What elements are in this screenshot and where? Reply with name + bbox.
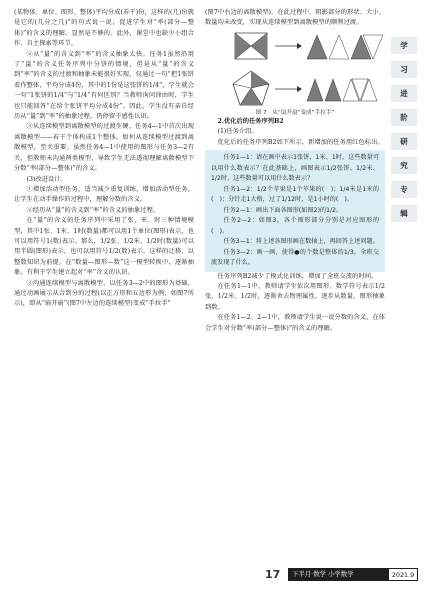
- section-sidebar: [391, 37, 417, 222]
- sidebar-tab: 阶: [391, 109, 417, 126]
- sidebar-tab: 辑: [391, 205, 417, 222]
- task-item: 任务2—1：画出下面各图形(如图2)的1/2。: [223, 206, 343, 214]
- sidebar-tab: 专: [391, 181, 417, 198]
- paragraph: (图7中右边的离散模型)。在此过程中，阴影部分的形状、大小、数量均未改变，实现从连续模型到离散模型的顺利过渡。: [205, 9, 385, 27]
- right-column: [205, 8, 385, 334]
- paragraph: ②经历从“量”的含义到“率”的含义的抽象过程。: [26, 206, 160, 214]
- issue-date: 2021.9: [388, 568, 418, 581]
- task-item: 任务3—1：将上述各图形画在数轴上，再回答上述问题。: [223, 238, 379, 246]
- section-heading: 2.优化后的任务序列B2: [217, 117, 284, 125]
- journal-name: 下半月·数学 小学数学: [288, 568, 388, 581]
- paragraph: ③沟通连续模型与离散模型，以任务3—2中的图形为基础，通过动画展示从合到分的过程(以正方形和五边形为例，如图7所示)，即从“扇开扇”(图7中左边的连续模型)变成“手拉手”: [14, 279, 194, 308]
- sidebar-tab: 习: [391, 61, 417, 78]
- arrow-icon: [275, 86, 302, 92]
- task-item: 任务1—2：1/2个苹果是1个苹果的( )；1/4米是1米的( )；分针走1大格，过了1/12时，是1小时的( )。: [211, 185, 379, 204]
- page-footer: [0, 566, 427, 584]
- sidebar-tab: 进: [391, 85, 417, 102]
- square-fan-shape: [235, 33, 267, 59]
- figure-7: [205, 31, 385, 117]
- paragraph: (某物体、单位、图形、整体)平均分成(若干)份，这样的(几)份就是它的(几分之几)”的句式说一说，促进学生对“率(部分—整体)”的含义的理解。显然是不够的。此外，课堂中也缺少小组合作、自主探索等环节。: [14, 9, 194, 48]
- triangle-row-shape: [307, 79, 377, 101]
- paragraph: 优化后的任务序列B2如下所示，新增加的任务用红色标出。: [217, 138, 384, 146]
- paragraph: ①增加活动型任务，适当减少重复训练，增加活动型任务，让学生在动手操作的过程中，理解分数的含义。: [14, 185, 194, 204]
- figure-caption: 图 7 从“扇开扇”变成“手拉手”: [255, 109, 335, 116]
- paragraph: 在“量”的含义的任务序列中采用了张、米、时三种情境模型，其中1张、1米、1时(数量)都可以用1个单位(图形)表示，也可以用符号1(数)表示。那么，1/2张、1/2米、1/2时(数量)可以用半圆(图形)表示，也可以用符号1/2(数)表示。这样的迁移，以整数知识为前提，在“数量—图形—数”这一模型转换中，逐渐抽象，有利于学生建立起对“率”含义的认识。: [14, 217, 194, 277]
- page-number: 17: [265, 568, 281, 581]
- sidebar-tab: 学: [391, 37, 417, 54]
- paragraph: ③从连续模型到离散模型的过渡生硬。任务4—1中首次出现离散模型——若干个体构成1个整体。如何从连续模型过渡到离散模型，至关重要。虽然任务4—1中使用的图形与任务3—2有关，但教师未沟通两类模型，导致学生无法透彻理解离散模型下分数“率(部分—整体)”的含义。: [14, 123, 194, 173]
- arrow-icon: [275, 43, 302, 49]
- task-item: 任务1—1：请在画中表示1张饼、1米、1时。这些数量可以用什么数表示？在此基础上，画图表示1/2张饼、1/2米、1/2时，这些数量可以用什么数表示？: [211, 154, 379, 183]
- triangle-row-shape: [307, 35, 383, 59]
- task-item: 任务3—2：画一画，使得●的个数是整体的1/3，全班交流发现了什么。: [211, 248, 379, 267]
- task-sequence-box: [205, 150, 385, 272]
- paragraph: 在任务1—2、2—1中，教师请学生说一说分数的含义，在体会学生对分数“率(部分—整体)”的含义的理解。: [205, 314, 385, 332]
- task-item: 任务2—2：如图3，各个图形部分分别是对应图形的( )。: [211, 217, 379, 235]
- figure-7-diagram: [205, 31, 385, 107]
- left-column: [14, 8, 194, 310]
- section-heading: (3)改进设计。: [26, 175, 67, 183]
- pentagon-fan-shape: [233, 71, 269, 105]
- paragraph: ②从“量”的含义到“率”的含义抽象太快。任务1虽然沿用了“量”的含义任务序列中分饼的情境，但是从“量”的含义到“率”的含义的过渡和抽象未能很好实现，仅通过一句“把1张饼看作整体，平均分成4份，其中的1份是这张饼的1/4”，学生就会一句“1张饼的1/4”与“1/4”有何区别？当教师询问徐由时，学生也只能回答“在给个张饼平均分成4份”。因此，学生没有亲自经历从“量”到“率”的抽象过程，仍停留于感性认识。: [14, 50, 194, 121]
- section-heading: (1)任务介绍。: [217, 128, 258, 136]
- paragraph: 在任务1—1中，教师请学生依次用图形、数学符号表示1/2张、1/2米、1/2时，逐渐舍去物理属性，逐步从数量、图形抽象到数。: [205, 282, 385, 311]
- sidebar-tab: 究: [391, 157, 417, 174]
- paragraph: 任务序列B2减少了模式化训练，增加了全班交流的时间。: [217, 272, 378, 280]
- sidebar-tab: 研: [391, 133, 417, 150]
